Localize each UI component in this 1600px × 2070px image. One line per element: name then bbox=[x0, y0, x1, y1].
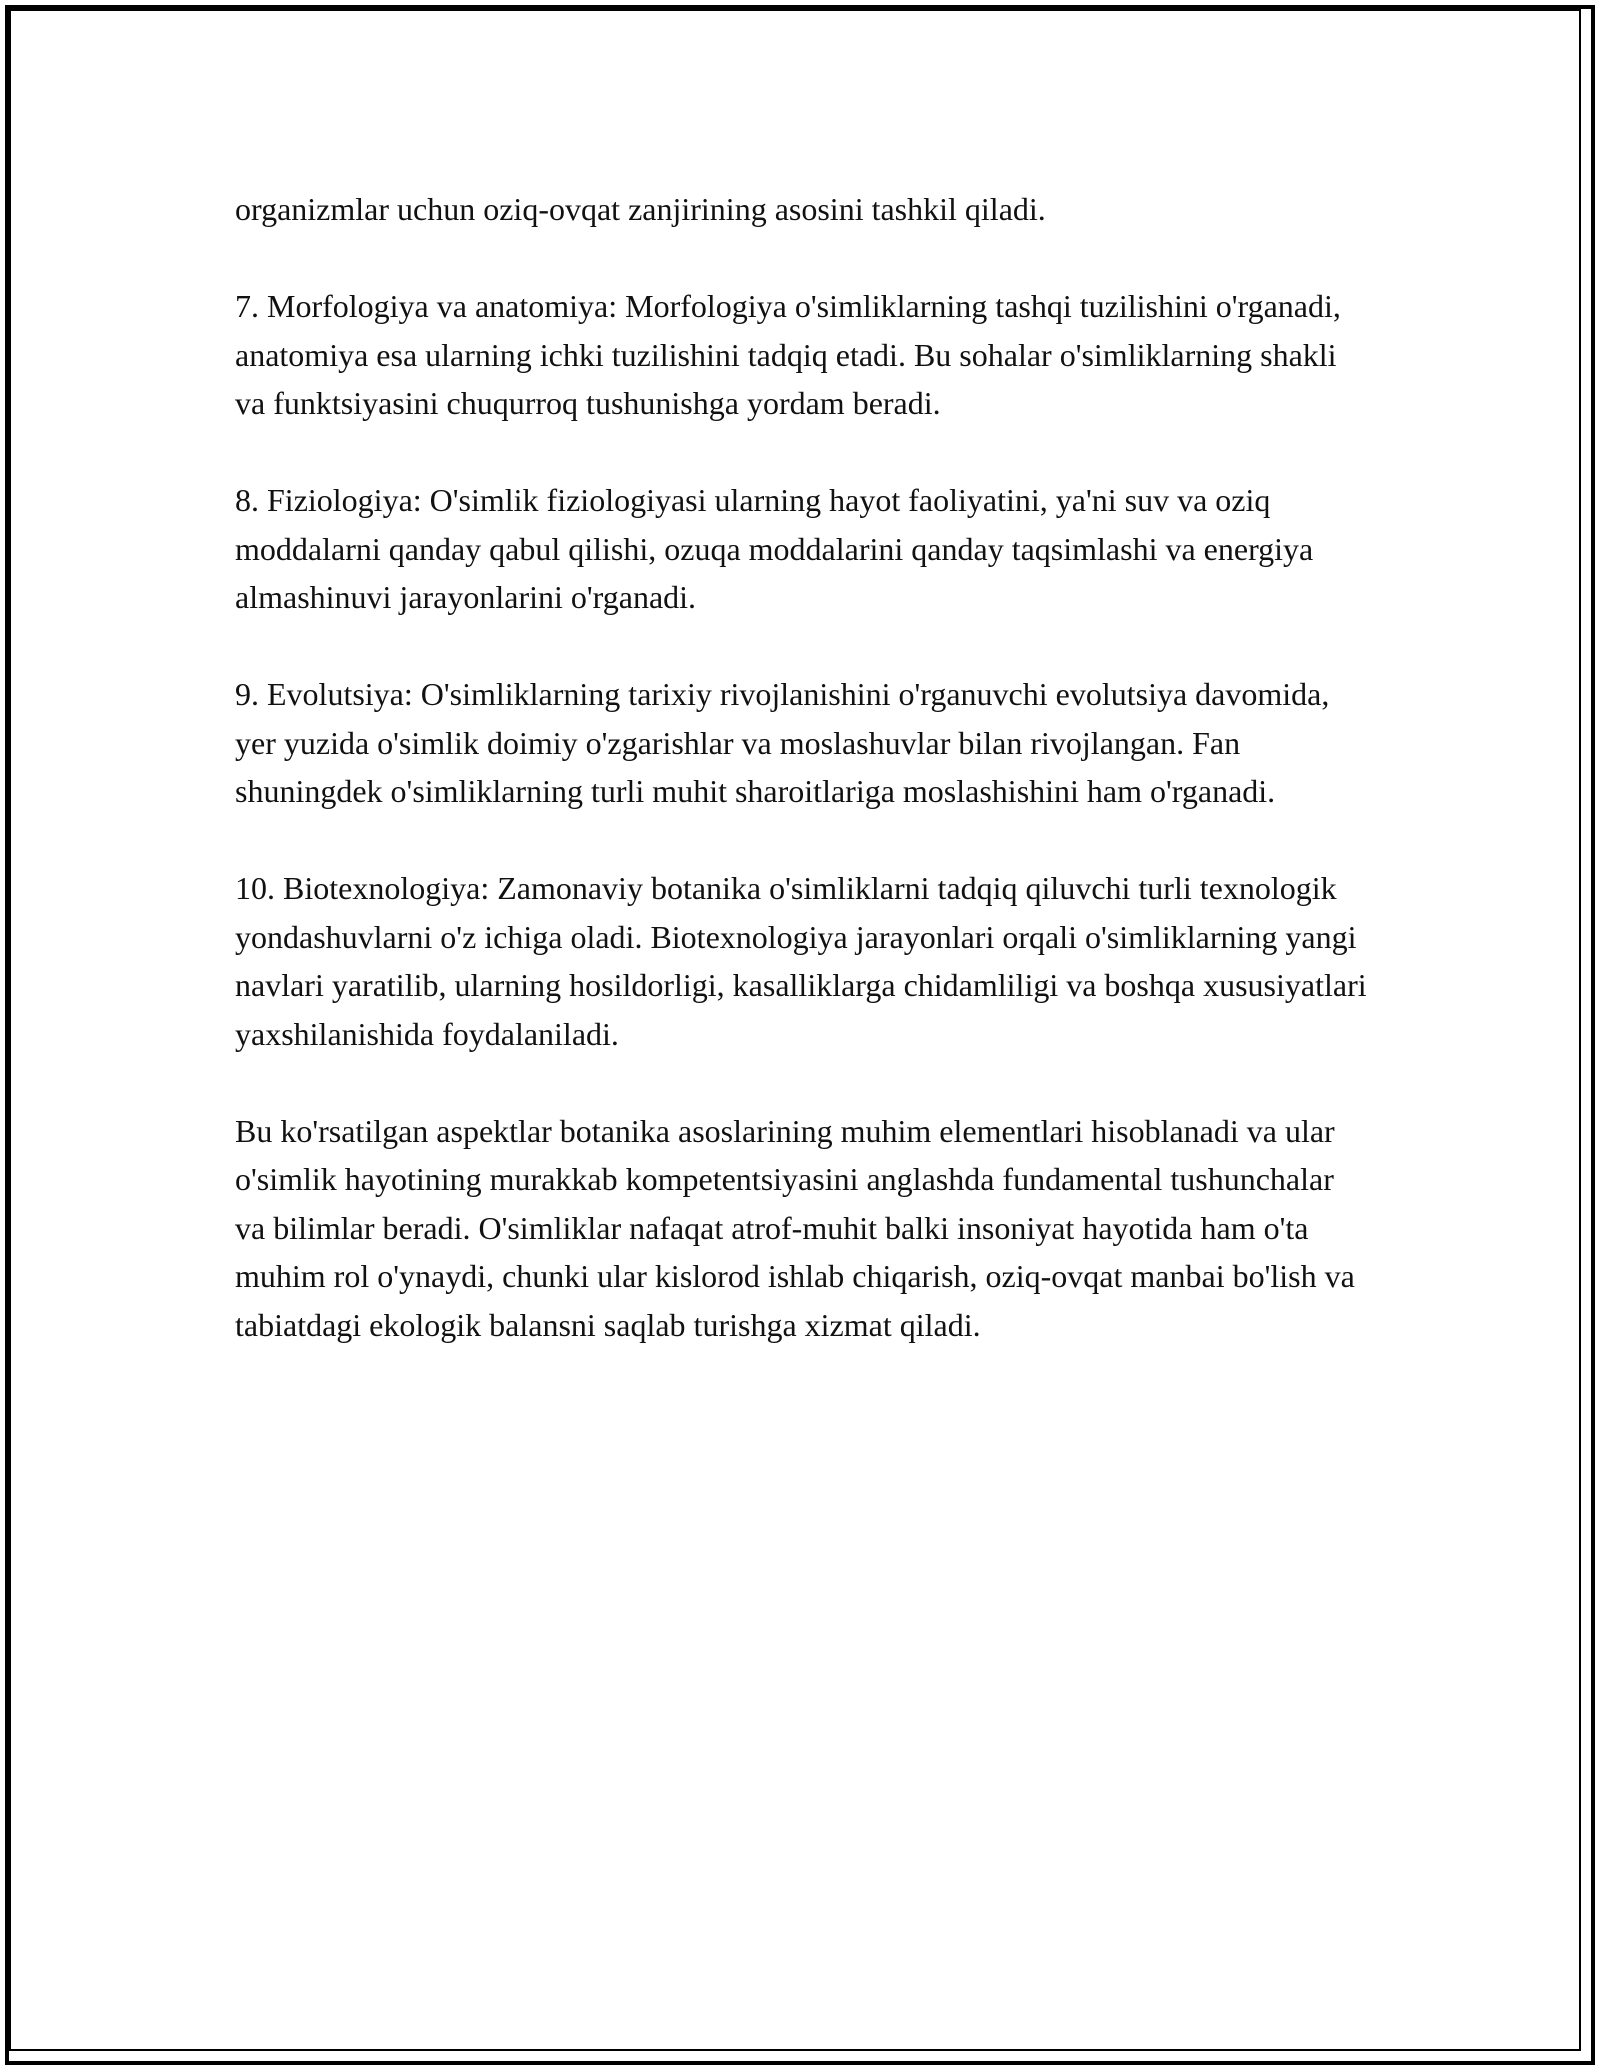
paragraph-evolutsiya: 9. Evolutsiya: O'simliklarning tarixiy rivojlanishini o'rganuvchi evolutsiya davomida, yer yuzida o'simlik doimiy o'zgarishlar va moslashuvlar bilan rivojlangan. Fan shuningdek o'simliklarning turli muhit sharoitlariga moslashishini ham o'rganadi. bbox=[235, 676, 1330, 809]
paragraph-conclusion: Bu ko'rsatilgan aspektlar botanika asoslarining muhim elementlari hisoblanadi va ular o'simlik hayotining murakkab kompetentsiyasini anglashda fundamental tushunchalar va bilimlar beradi. O'simliklar nafaqat atrof-muhit balki insoniyat hayotida ham o'ta muhim rol o'ynaydi, chunki ular kislorod ishlab chiqarish, oziq-ovqat manbai bo'lish va tabiatdagi ekologik balansni saqlab turishga xizmat qiladi. bbox=[235, 1112, 1355, 1343]
paragraph-continuation: organizmlar uchun oziq-ovqat zanjirining asosini tashkil qiladi. bbox=[235, 191, 1046, 227]
document-body bbox=[235, 185, 1370, 1349]
paragraph-morfologiya: 7. Morfologiya va anatomiya: Morfologiya o'simliklarning tashqi tuzilishini o'rganadi, anatomiya esa ularning ichki tuzilishini tadqiq etadi. Bu sohalar o'simliklarning shakli va funktsiyasini chuqurroq tushunishga yordam beradi. bbox=[235, 288, 1341, 421]
paragraph-biotexnologiya: 10. Biotexnologiya: Zamonaviy botanika o'simliklarni tadqiq qiluvchi turli texnologik yondashuvlarni o'z ichiga oladi. Biotexnologiya jarayonlari orqali o'simliklarning yangi navlari yaratilib, ularning hosildorligi, kasalliklarga chidamliligi va boshqa xususiyatlari yaxshilanishida foydalaniladi. bbox=[235, 870, 1367, 1052]
paragraph-fiziologiya: 8. Fiziologiya: O'simlik fiziologiyasi ularning hayot faoliyatini, ya'ni suv va oziq moddalarni qanday qabul qilishi, ozuqa moddalarini qanday taqsimlashi va energiya almashinuvi jarayonlarini o'rganadi. bbox=[235, 482, 1314, 615]
